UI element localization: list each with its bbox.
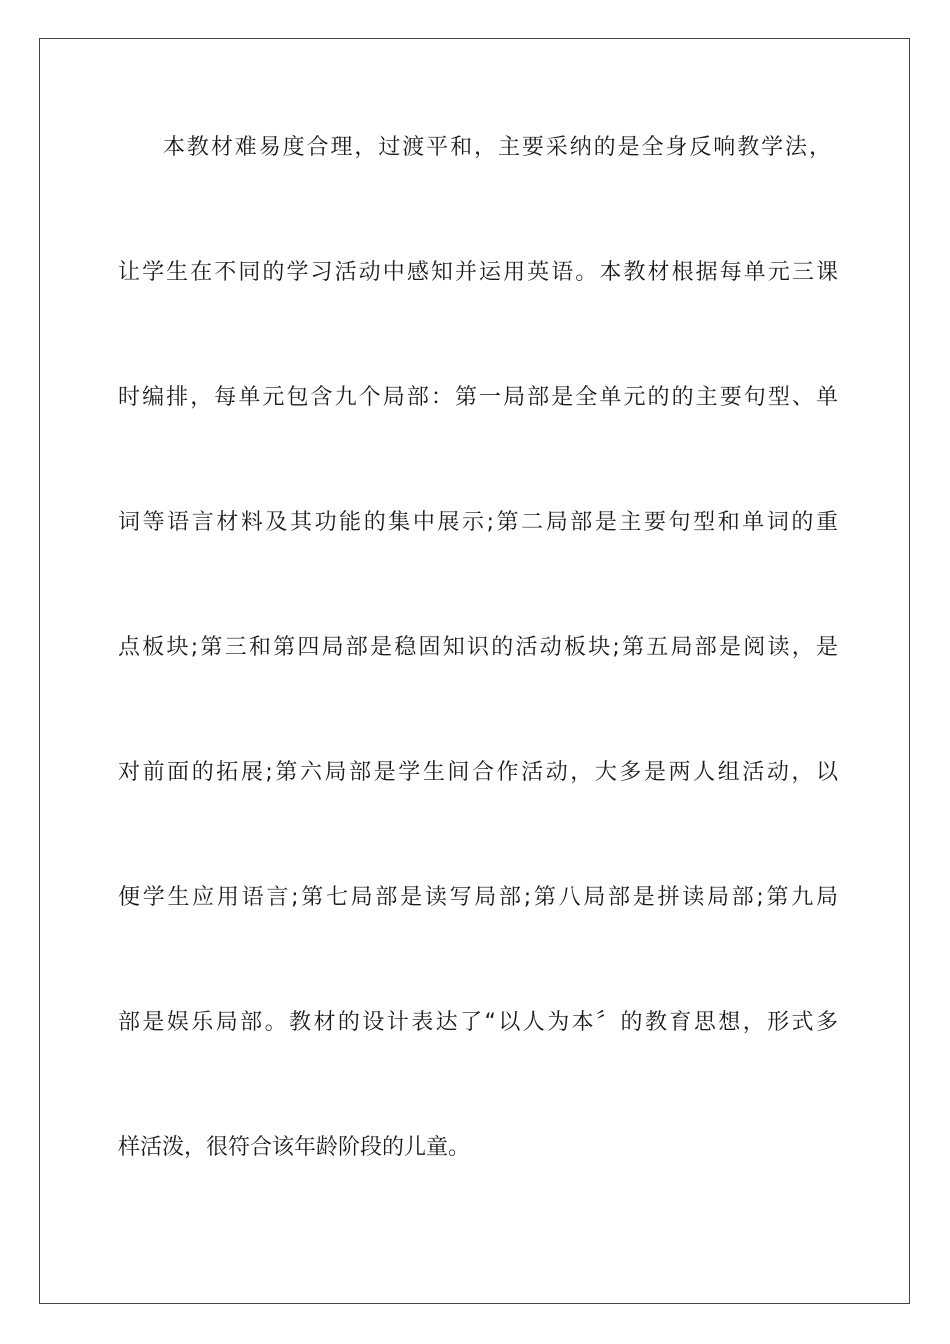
paragraph-line-4: 词等语言材料及其功能的集中展示;第二局部是主要句型和单词的重 <box>118 510 838 535</box>
paragraph-line-8: 部是娱乐局部。教材的设计表达了“以人为本〞的教育思想，形式多 <box>118 1010 838 1035</box>
paragraph-line-9: 样活泼，很符合该年龄阶段的儿童。 <box>118 1135 471 1160</box>
paragraph-line-5: 点板块;第三和第四局部是稳固知识的活动板块;第五局部是阅读，是 <box>118 635 838 660</box>
paragraph-line-1: 本教材难易度合理，过渡平和，主要采纳的是全身反响教学法， <box>163 135 831 160</box>
page-frame <box>39 38 910 1304</box>
paragraph-line-6: 对前面的拓展;第六局部是学生间合作活动，大多是两人组活动，以 <box>118 760 838 785</box>
paragraph-line-3: 时编排，每单元包含九个局部：第一局部是全单元的的主要句型、单 <box>118 385 838 410</box>
paragraph-line-7: 便学生应用语言;第七局部是读写局部;第八局部是拼读局部;第九局 <box>118 885 838 910</box>
paragraph-line-2: 让学生在不同的学习活动中感知并运用英语。本教材根据每单元三课 <box>118 260 838 285</box>
